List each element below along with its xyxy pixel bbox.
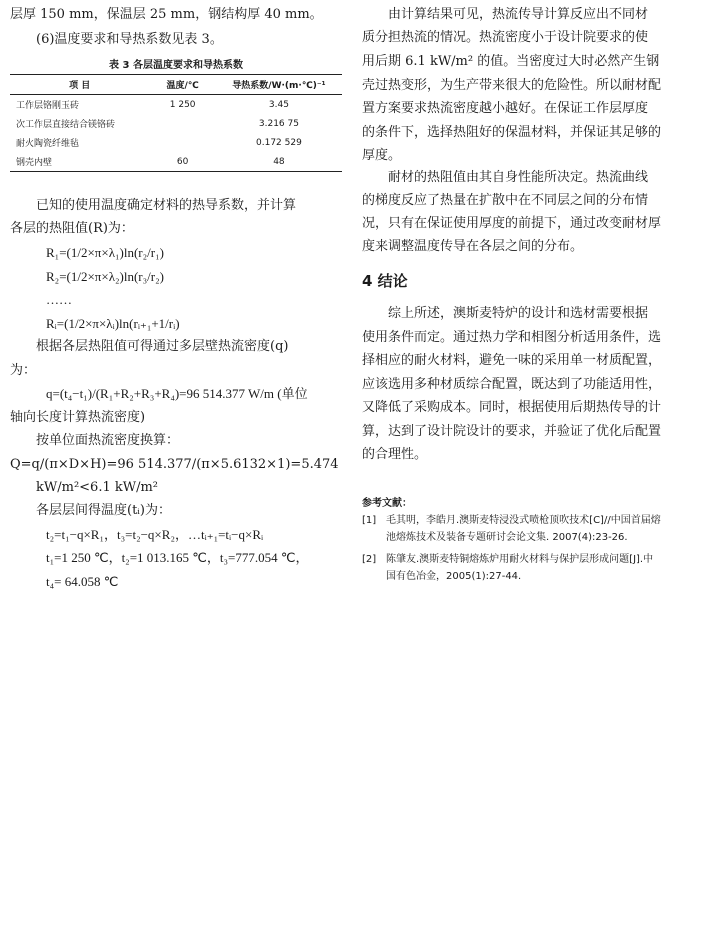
text-line: 的合理性。 [362, 447, 428, 462]
text-line: 置方案要求热流密度越小越好。在保证工作层厚度 [362, 101, 649, 116]
text-line: 度来调整温度传导在各层之间的分布。 [362, 239, 584, 254]
text-line: 层厚 150 mm，保温层 25 mm，钢结构厚 40 mm。 [10, 7, 323, 22]
text-line: 各层的热阻值(R)为： [10, 221, 134, 236]
table-row [10, 114, 342, 133]
text-line: 按单位面热流密度换算： [36, 433, 180, 448]
text-line: 用后期 6.1 kW/m² 的值。当密度过大时必然产生钢 [362, 54, 660, 69]
text-line: 已知的使用温度确定材料的热导系数，并计算 [36, 198, 297, 213]
reference-number: [1] [362, 515, 377, 526]
text-line: 择相应的耐火材料，避免一味的采用单一材质配置， [362, 353, 662, 368]
text-line: 由计算结果可见，热流传导计算反应出不同材 [388, 7, 649, 22]
references-heading: 参考文献： [362, 498, 412, 509]
text-line: 的条件下，选择热阻好的保温材料，并保证其足够的 [362, 125, 662, 140]
text-line: 质分担热流的情况。热流密度小于设计院要求的使 [362, 30, 649, 45]
text-line: 耐材的热阻值由其自身性能所决定。热流曲线 [388, 170, 649, 185]
text-line: 厚度。 [362, 148, 402, 163]
equation: Rᵢ=(1/2×π×λᵢ)ln(rᵢ₊₁+1/rᵢ) [46, 316, 180, 331]
table-header-row [10, 75, 342, 95]
reference-number: [2] [362, 554, 377, 565]
reference-item [362, 512, 694, 546]
table-row [10, 95, 342, 115]
text-line: 根据各层热阻值可得通过多层壁热流密度(q) [36, 339, 289, 354]
text-line: 使用条件而定。通过热力学和相图分析适用条件，选 [362, 330, 662, 345]
text-line: (6)温度要求和导热系数见表 3。 [36, 32, 223, 47]
section-heading: 4 结论 [362, 272, 408, 290]
equation: t₂=t₁−q×R₁，t₃=t₂−q×R₂，…tᵢ₊₁=tᵢ−q×Rᵢ [46, 527, 264, 542]
reference-text: 毛其明，李皓月.澳斯麦特浸没式喷枪顶吹技术[C]//中国首届熔 [386, 515, 661, 526]
reference-text: 池熔炼技术及装备专题研讨会论文集. 2007(4):23-26. [386, 532, 628, 543]
text-line: 壳过热变形，为生产带来很大的危险性。所以耐材配 [362, 78, 662, 93]
reference-text: 陈肇友.澳斯麦特铜熔炼炉用耐火材料与保护层形成问题[J].中 [386, 554, 654, 565]
text-line: 应该选用多种材质综合配置，既达到了功能适用性， [362, 377, 662, 392]
text-line: 为： [10, 363, 37, 378]
table-cell [149, 114, 215, 133]
table-cell [149, 133, 215, 152]
text-line: 况，只有在保证使用厚度的前提下，通过改变耐材厚 [362, 216, 662, 231]
reference-item [362, 551, 694, 585]
table-cell: 60 [149, 152, 215, 172]
text-line: 的梯度反应了热量在扩散中在不同层之间的分布情 [362, 193, 649, 208]
table-cell: 0.172 529 [256, 137, 302, 148]
table-header-cell: 项 目 [10, 75, 149, 95]
table-cell: 3.216 75 [258, 118, 299, 129]
table-row [10, 133, 342, 152]
table-cell: 3.45 [268, 99, 289, 110]
equation: q=(t₄−t₁)/(R₁+R₂+R₃+R₄)=96 514.377 W/m (单位 [46, 386, 308, 401]
table-cell: 次工作层直接结合镁铬砖 [16, 120, 116, 130]
table-row [10, 152, 342, 172]
table-caption: 表 3 各层温度要求和导热系数 [109, 60, 243, 71]
text-line: 算，达到了设计院设计的要求，并验证了优化后配置 [362, 424, 662, 439]
reference-text: 国有色冶金，2005(1):27-44. [386, 571, 522, 582]
table-cell: 耐火陶瓷纤维毡 [16, 139, 80, 149]
table-cell: 工作层铬刚玉砖 [16, 101, 80, 111]
equation: t₁=1 250 ℃，t₂=1 013.165 ℃，t₃=777.054 ℃， [46, 550, 309, 565]
table-header-cell: 温度/℃ [149, 75, 215, 95]
text-line: 各层层间得温度(tᵢ)为： [36, 503, 171, 518]
table-cell: 钢壳内壁 [10, 152, 149, 172]
text-line: 又降低了采购成本。同时，根据使用后期热传导的计 [362, 400, 662, 415]
equation: Q=q/(π×D×H)=96 514.377/(π×5.6132×1)=5.474 [10, 457, 339, 472]
table-cell: 48 [216, 152, 342, 172]
equation: …… [46, 292, 72, 307]
data-table [10, 74, 342, 172]
text-line: 综上所述，澳斯麦特炉的设计和选材需要根据 [388, 306, 649, 321]
equation: 轴向长度计算热流密度) [10, 410, 146, 425]
table-cell: 1 250 [169, 99, 196, 110]
table-header-cell: 导热系数/W·(m·℃)⁻¹ [216, 75, 342, 95]
equation: t₄= 64.058 ℃ [46, 574, 119, 589]
equation: R₂=(1/2×π×λ₂)ln(r₃/r₂) [46, 269, 164, 284]
equation: kW/m²<6.1 kW/m² [36, 480, 159, 495]
equation: R₁=(1/2×π×λ₁)ln(r₂/r₁) [46, 245, 164, 260]
